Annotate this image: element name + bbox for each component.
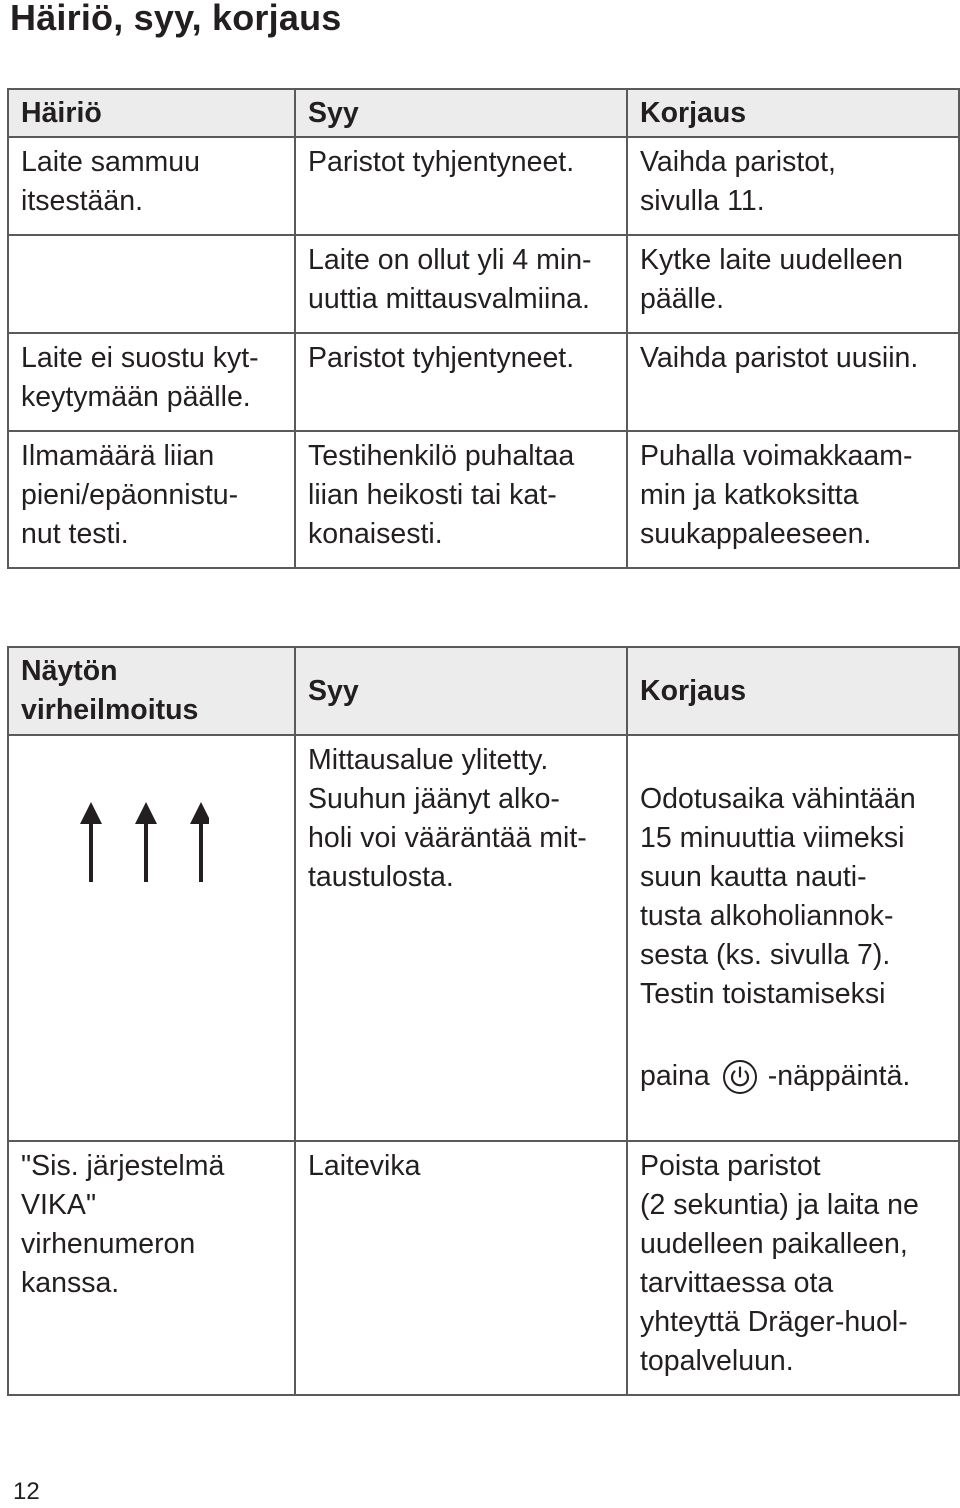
table-row (8, 333, 959, 431)
cause-cell: Paristot tyhjentyneet. (295, 333, 627, 431)
table-row (8, 1141, 959, 1395)
fault-cell (8, 235, 295, 333)
table-row (8, 235, 959, 333)
display-messages-table (7, 646, 960, 1396)
table-row (8, 431, 959, 568)
display-message-cell: "Sis. järjestelmä VIKA" virhenumeron kanssa. (8, 1141, 295, 1395)
fix-cell: Puhalla voimakkaam- min ja katkoksitta suukappaleeseen. (627, 431, 959, 568)
fault-cell: Laite sammuu itsestään. (8, 137, 295, 235)
table-row (8, 137, 959, 235)
table-header-row (8, 89, 959, 137)
fix-cell: Poista paristot (2 sekuntia) ja laita ne uudelleen paikalleen, tarvittaessa ota yhteyttä Dräger-huol- topalveluun. (627, 1141, 959, 1395)
press-label: paina (640, 1060, 710, 1092)
troubleshooting-table (7, 88, 960, 569)
cause-cell: Paristot tyhjentyneet. (295, 137, 627, 235)
three-up-arrows-icon (69, 798, 209, 888)
header-fix: Korjaus (627, 647, 959, 735)
cause-cell: Testihenkilö puhaltaa liian heikosti tai kat- konaisesti. (295, 431, 627, 568)
page-title: Häiriö, syy, korjaus (10, 0, 342, 38)
header-fault: Häiriö (8, 89, 295, 137)
cause-cell: Laite on ollut yli 4 min- uuttia mittausvalmiina. (295, 235, 627, 333)
header-display-message: Näytön virheilmoitus (8, 647, 295, 735)
fix-cell: Vaihda paristot uusiin. (627, 333, 959, 431)
page-number: 12 (13, 1478, 40, 1505)
fix-cell: Vaihda paristot, sivulla 11. (627, 137, 959, 235)
display-message-cell (8, 735, 295, 1141)
press-suffix: -näppäintä. (767, 1060, 911, 1092)
table-header-row (8, 647, 959, 735)
table-row (8, 735, 959, 1141)
fix-cell (627, 735, 959, 1141)
cause-cell: Mittausalue ylitetty. Suuhun jäänyt alko- holi voi vääräntää mit- taustulosta. (295, 735, 627, 1141)
press-instruction (640, 1057, 948, 1096)
power-button-icon (722, 1059, 758, 1095)
header-fix: Korjaus (627, 89, 959, 137)
fix-cell: Kytke laite uudelleen päälle. (627, 235, 959, 333)
cause-cell: Laitevika (295, 1141, 627, 1395)
header-cause: Syy (295, 89, 627, 137)
fix-text: Odotusaika vähintään 15 minuuttia viimeksi suun kautta nauti- tusta alkoholiannok- sesta (ks. sivulla 7). Testin toistamiseksi (640, 783, 916, 1010)
fault-cell: Ilmamäärä liian pieni/epäonnistu- nut testi. (8, 431, 295, 568)
fault-cell: Laite ei suostu kyt- keytymään päälle. (8, 333, 295, 431)
header-cause: Syy (295, 647, 627, 735)
